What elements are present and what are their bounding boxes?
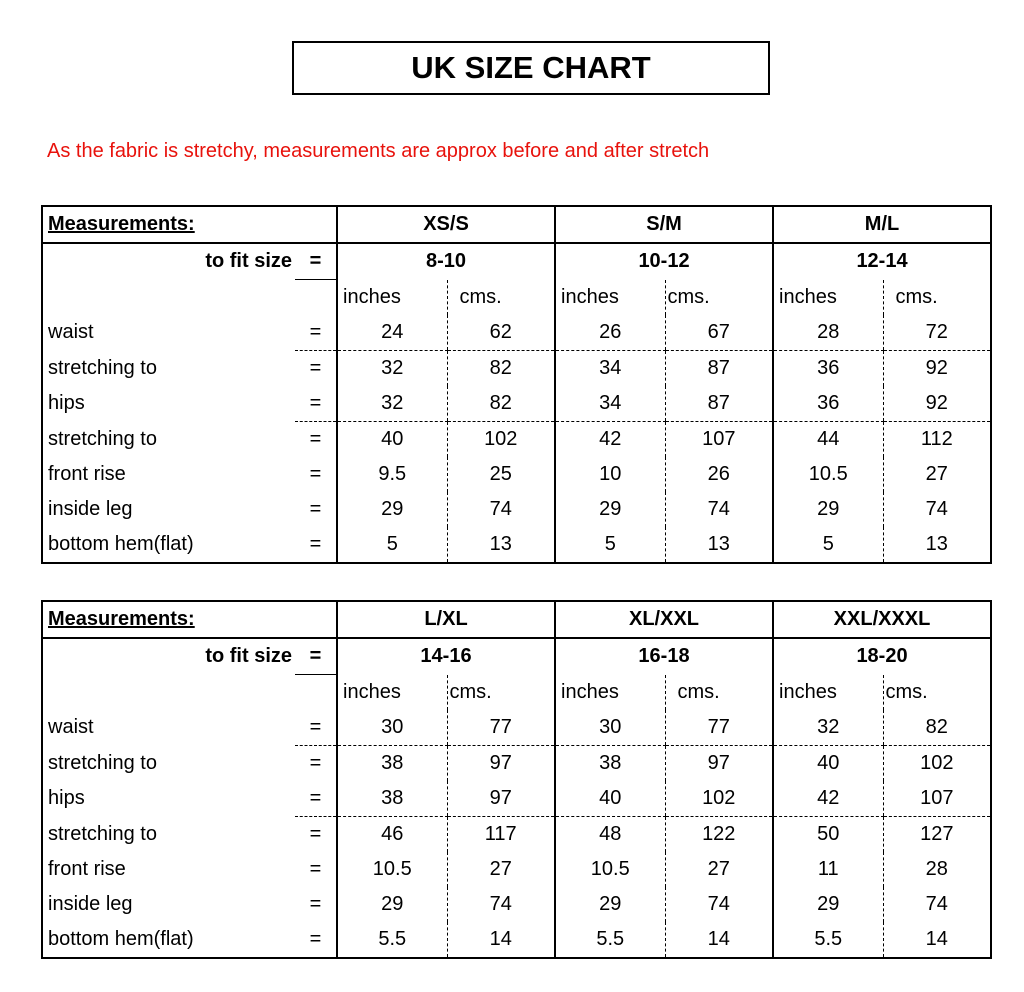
size-table-2: [41, 600, 992, 959]
value-inches: 32: [337, 351, 447, 387]
equals-sign: =: [309, 928, 322, 950]
value-cms: 77: [665, 710, 773, 746]
units-row: [42, 280, 991, 316]
value-inches: 40: [337, 422, 447, 458]
value-inches: 5.5: [337, 922, 447, 958]
table-row: [42, 422, 991, 458]
value-inches: 26: [555, 315, 665, 351]
value-inches: 9.5: [337, 457, 447, 492]
value-cms: 25: [447, 457, 555, 492]
value-cms: 92: [883, 351, 991, 387]
value-cms: 74: [447, 492, 555, 527]
equals-sign: =: [309, 357, 322, 379]
measurements-header: Measurements:: [42, 206, 337, 243]
value-cms: 107: [883, 781, 991, 817]
value-cms: 102: [883, 746, 991, 782]
unit-inches: inches: [773, 675, 883, 711]
value-inches: 29: [337, 492, 447, 527]
measurement-label: hips: [48, 392, 85, 415]
value-inches: 24: [337, 315, 447, 351]
table-row: [42, 351, 991, 387]
size-name: XS/S: [337, 206, 555, 243]
value-cms: 77: [447, 710, 555, 746]
value-inches: 50: [773, 817, 883, 853]
equals-sign: =: [295, 315, 337, 351]
value-cms: 27: [883, 457, 991, 492]
value-inches: 44: [773, 422, 883, 458]
size-table-1: [41, 205, 992, 564]
value-inches: 29: [337, 887, 447, 922]
measurement-label: bottom hem(flat): [48, 533, 194, 555]
measurements-header: Measurements:: [42, 601, 337, 638]
value-inches: 46: [337, 817, 447, 853]
value-cms: 117: [447, 817, 555, 853]
measurement-label: stretching to: [48, 356, 157, 379]
value-cms: 67: [665, 315, 773, 351]
value-cms: 28: [883, 852, 991, 887]
fit-row: [42, 243, 991, 280]
value-cms: 74: [665, 887, 773, 922]
equals-sign: =: [309, 498, 322, 520]
unit-cms: cms.: [665, 280, 773, 316]
value-cms: 82: [883, 710, 991, 746]
table-row: [42, 852, 991, 887]
table-row: [42, 746, 991, 782]
table-row: [42, 817, 991, 853]
value-cms: 112: [883, 422, 991, 458]
size-name: S/M: [555, 206, 773, 243]
value-inches: 40: [773, 746, 883, 782]
units-spacer: [42, 675, 337, 711]
value-cms: 102: [447, 422, 555, 458]
measurement-label: front rise: [48, 463, 126, 485]
value-inches: 36: [773, 386, 883, 422]
value-inches: 30: [555, 710, 665, 746]
unit-inches: inches: [337, 675, 447, 711]
value-cms: 13: [665, 527, 773, 563]
value-inches: 5: [337, 527, 447, 563]
table-row: [42, 527, 991, 563]
value-cms: 127: [883, 817, 991, 853]
value-cms: 107: [665, 422, 773, 458]
units-row: [42, 675, 991, 711]
page-title: UK SIZE CHART: [292, 41, 770, 95]
equals-sign: =: [309, 463, 322, 485]
fit-size-value: 18-20: [773, 638, 991, 675]
value-cms: 87: [665, 351, 773, 387]
table-row: [42, 781, 991, 817]
unit-inches: inches: [773, 280, 883, 316]
unit-inches: inches: [555, 675, 665, 711]
value-cms: 102: [665, 781, 773, 817]
equals-sign: =: [295, 386, 337, 422]
fit-size-value: 14-16: [337, 638, 555, 675]
value-cms: 74: [447, 887, 555, 922]
unit-cms: cms.: [883, 675, 991, 711]
value-inches: 10.5: [555, 852, 665, 887]
value-inches: 29: [773, 887, 883, 922]
value-cms: 97: [447, 746, 555, 782]
value-cms: 13: [883, 527, 991, 563]
value-inches: 32: [337, 386, 447, 422]
fit-size-value: 10-12: [555, 243, 773, 280]
measurement-label: inside leg: [48, 893, 133, 915]
value-cms: 87: [665, 386, 773, 422]
value-inches: 11: [773, 852, 883, 887]
value-inches: 5: [773, 527, 883, 563]
header-row: [42, 206, 991, 243]
value-cms: 122: [665, 817, 773, 853]
value-cms: 97: [447, 781, 555, 817]
to-fit-size-label: to fit size: [205, 250, 292, 273]
value-inches: 32: [773, 710, 883, 746]
equals-sign: =: [295, 638, 337, 675]
header-row: [42, 601, 991, 638]
value-cms: 27: [447, 852, 555, 887]
unit-cms: cms.: [883, 280, 991, 316]
measurement-label: front rise: [48, 858, 126, 880]
equals-sign: =: [309, 752, 322, 774]
value-inches: 29: [555, 887, 665, 922]
units-spacer: [42, 280, 337, 316]
fit-row: [42, 638, 991, 675]
size-name: XL/XXL: [555, 601, 773, 638]
measurement-label: hips: [48, 787, 85, 810]
equals-sign: =: [295, 781, 337, 817]
measurement-label: stretching to: [48, 822, 157, 845]
equals-sign: =: [295, 710, 337, 746]
fit-size-value: 8-10: [337, 243, 555, 280]
value-inches: 48: [555, 817, 665, 853]
value-cms: 82: [447, 351, 555, 387]
fit-size-value: 12-14: [773, 243, 991, 280]
value-inches: 10.5: [773, 457, 883, 492]
value-inches: 42: [555, 422, 665, 458]
table-row: [42, 386, 991, 422]
measurement-label: stretching to: [48, 751, 157, 774]
table-row: [42, 887, 991, 922]
stretch-note: As the fabric is stretchy, measurements are approx before and after stretch: [47, 140, 710, 162]
value-cms: 26: [665, 457, 773, 492]
measurement-label: bottom hem(flat): [48, 928, 194, 950]
value-inches: 42: [773, 781, 883, 817]
size-name: XXL/XXXL: [773, 601, 991, 638]
table-row: [42, 457, 991, 492]
value-cms: 13: [447, 527, 555, 563]
value-cms: 72: [883, 315, 991, 351]
unit-inches: inches: [337, 280, 447, 316]
table-row: [42, 492, 991, 527]
value-cms: 62: [447, 315, 555, 351]
value-inches: 38: [555, 746, 665, 782]
value-cms: 14: [447, 922, 555, 958]
value-cms: 14: [883, 922, 991, 958]
equals-sign: =: [309, 893, 322, 915]
measurement-label: stretching to: [48, 427, 157, 450]
unit-cms: cms.: [447, 675, 555, 711]
table-row: [42, 710, 991, 746]
value-inches: 38: [337, 781, 447, 817]
measurement-label: waist: [48, 321, 94, 344]
value-inches: 29: [555, 492, 665, 527]
value-inches: 28: [773, 315, 883, 351]
measurement-label: inside leg: [48, 498, 133, 520]
fit-size-value: 16-18: [555, 638, 773, 675]
unit-cms: cms.: [447, 280, 555, 316]
value-inches: 10: [555, 457, 665, 492]
value-inches: 5.5: [555, 922, 665, 958]
value-cms: 27: [665, 852, 773, 887]
value-inches: 38: [337, 746, 447, 782]
value-inches: 10.5: [337, 852, 447, 887]
value-inches: 5.5: [773, 922, 883, 958]
unit-cms: cms.: [665, 675, 773, 711]
value-inches: 5: [555, 527, 665, 563]
to-fit-size-label: to fit size: [205, 645, 292, 668]
value-inches: 34: [555, 386, 665, 422]
value-cms: 82: [447, 386, 555, 422]
equals-sign: =: [309, 858, 322, 880]
equals-sign: =: [309, 533, 322, 555]
unit-inches: inches: [555, 280, 665, 316]
value-inches: 34: [555, 351, 665, 387]
value-cms: 74: [883, 887, 991, 922]
value-cms: 97: [665, 746, 773, 782]
value-cms: 74: [883, 492, 991, 527]
value-cms: 14: [665, 922, 773, 958]
value-cms: 92: [883, 386, 991, 422]
value-inches: 30: [337, 710, 447, 746]
value-inches: 40: [555, 781, 665, 817]
measurement-label: waist: [48, 716, 94, 739]
equals-sign: =: [309, 823, 322, 845]
equals-sign: =: [309, 428, 322, 450]
value-inches: 29: [773, 492, 883, 527]
equals-sign: =: [295, 243, 337, 280]
table-row: [42, 922, 991, 958]
size-name: L/XL: [337, 601, 555, 638]
value-cms: 74: [665, 492, 773, 527]
value-inches: 36: [773, 351, 883, 387]
table-row: [42, 315, 991, 351]
size-name: M/L: [773, 206, 991, 243]
